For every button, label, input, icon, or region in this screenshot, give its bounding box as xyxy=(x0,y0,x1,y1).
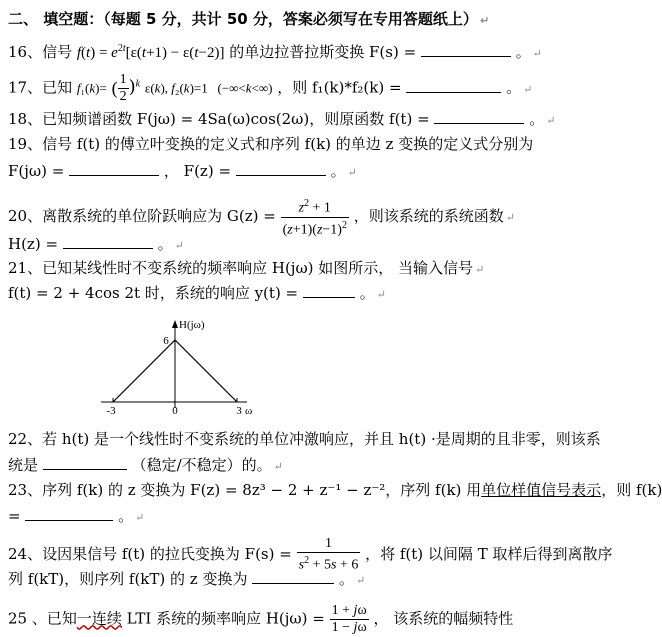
answer-blank-21[interactable] xyxy=(303,283,355,298)
question-18: 18、已知频谱函数 F(jω) = 4Sa(ω)cos(2ω)，则原函数 f(t) = 。 ↵ xyxy=(8,110,556,128)
answer-blank-17[interactable] xyxy=(406,78,501,93)
y-tick-label: 6 xyxy=(163,335,169,347)
x-tick-label: 0 xyxy=(172,405,178,417)
question-21-line1: 21、已知某线性时不变系统的频率响应 H(jω) 如图所示， 当输入信号 ↵ xyxy=(8,259,485,277)
answer-blank-22[interactable] xyxy=(43,455,127,470)
x-tick-label: 3 xyxy=(236,405,242,417)
question-23-line1: 23、序列 f(k) 的 z 变换为 F(z) = 8z³ − 2 + z⁻¹ − z⁻²，序列 f(k) 用单位样值信号表示，则 f(k) xyxy=(8,481,662,499)
question-17: 17、已知 f₁(k)= ( $\frac{1}{2}$ )$^k$ ε(k), f₂(k)=1 (−∞<k<∞) ，则 f₁(k)*f₂(k) = 。 ↵ xyxy=(8,72,533,104)
question-24-line2: 列 f(kT)，则序列 f(kT) 的 z 变换为 。 ↵ xyxy=(8,570,366,588)
answer-blank-18[interactable] xyxy=(434,109,524,124)
question-16: 16、信号 $f(t) = e^{2t}[\varepsilon(t+1) - \varepsilon(t-2)]$ 的单边拉普拉斯变换 F(s) = 。 ↵ xyxy=(8,43,542,61)
x-tick-label: -3 xyxy=(106,405,116,417)
question-22-line2: 统是 （稳定/不稳定）的。 ↵ xyxy=(8,456,283,474)
frequency-response-chart xyxy=(100,315,370,430)
question-23-line2: = 。 ↵ xyxy=(8,507,145,525)
question-22-line1: 22、若 h(t) 是一个线性时不变系统的单位冲激响应，并且 h(t) ·是周期的且非零，则该系 xyxy=(8,430,601,448)
answer-blank-20[interactable] xyxy=(63,234,153,249)
question-19-line1: 19、信号 f(t) 的傅立叶变换的定义式和序列 f(k) 的单边 z 变换的定义式分别为 xyxy=(8,135,534,153)
section-title: 二、 填空题：（每题 5 分，共计 50 分，答案必须写在专用答题纸上） ↵ xyxy=(8,10,490,28)
question-24: 24、设因果信号 f(t) 的拉氏变换为 F(s) = $\frac{1}{s^2 + 5s + 6}$ ，将 f(t) 以间隔 T 取样后得到离散序 xyxy=(8,536,613,573)
question-19-line2: F(jω) = ， F(z) = 。 ↵ xyxy=(8,162,357,180)
y-axis-label: H(jω) xyxy=(179,319,205,331)
answer-blank-23[interactable] xyxy=(25,506,113,521)
question-25: 25 、已知一连续 LTI 系统的频率响应 H(jω) = $\frac{1 + j\omega}{1 - j\omega}$ ， 该系统的幅频特性 xyxy=(8,603,514,635)
question-20: 20、离散系统的单位阶跃响应为 G(z) = $\frac{z^2 + 1}{(z+1)(z-1)^2}$ ，则该系统的系统函数 ↵ xyxy=(8,198,515,238)
x-axis-label: ω xyxy=(245,405,253,417)
answer-blank-19b[interactable] xyxy=(236,161,326,176)
answer-blank-16[interactable] xyxy=(421,42,511,57)
question-20-line2: H(z) = 。 ↵ xyxy=(8,235,184,253)
answer-blank-24[interactable] xyxy=(252,569,334,584)
answer-blank-19a[interactable] xyxy=(69,161,159,176)
y-axis-arrow xyxy=(172,320,178,328)
question-21-line2: f(t) = 2 + 4cos 2t 时，系统的响应 y(t) = 。 ↵ xyxy=(8,284,386,302)
